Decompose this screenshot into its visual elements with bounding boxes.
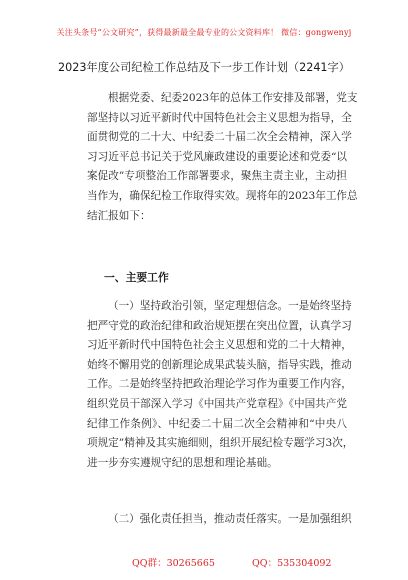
paragraph-line: 根据党委、纪委2023年的总体工作安排及部署，党支 (108, 92, 358, 104)
paragraph-line: 面贯彻党的二十大、中纪委二十届二次全会精神，深入学 (87, 131, 352, 144)
paragraph-line: 工作。二是始终坚持把政治理论学习作为重要工作内容， (87, 378, 352, 391)
work-paragraph-1 (87, 297, 354, 473)
paragraph-line: 纪律工作条例》、中纪委二十届二次全会精神和“中央八 (87, 417, 347, 430)
paragraph-line: 当作为，确保纪检工作取得实效。现将年的2023年工作总 (87, 189, 358, 202)
paragraph-line: （一）坚持政治引领，坚定理想信念。一是始终坚持 (108, 300, 352, 312)
paragraph-line: 始终不懈用党的创新理论成果武装头脑，指导实践，推动 (87, 358, 352, 371)
paragraph-line: 项规定”精神及其实施细则，组织开展纪检专题学习3次， (87, 437, 354, 450)
paragraph-line: 结汇报如下： (87, 209, 151, 222)
paragraph-line: 把严守党的政治纪律和政治规矩摆在突出位置，认真学习 (87, 319, 352, 332)
paragraph-line: 习近平新时代中国特色社会主义思想和党的二十大精神， (87, 339, 352, 352)
paragraph-line: 习习近平总书记关于党风廉政建设的重要论述和党委“以 (87, 150, 347, 163)
work-paragraph-2 (87, 510, 352, 530)
paragraph-line: 部坚持以习近平新时代中国特色社会主义思想为指导，全 (87, 111, 352, 124)
paragraph-line: （二）强化责任担当，推动责任落实。一是加强组织 (108, 513, 352, 525)
paragraph-line: 进一步夯实遵规守纪的思想和理论基础。 (87, 456, 278, 469)
section-heading: 一、主要工作 (104, 271, 169, 284)
page-title: 2023年度公司纪检工作总结及下一步工作计划（2241字） (58, 61, 350, 74)
paragraph-line: 组织党员干部深入学习《中国共产党章程》《中国共产党 (87, 397, 347, 410)
qq-number: QQ：535304092 (252, 558, 332, 569)
paragraph-line: 案促改”专项整治工作部署要求，聚焦主责主业，主动担 (87, 170, 347, 183)
qq-group-number: QQ群：30265665 (132, 558, 215, 569)
intro-paragraph (87, 89, 358, 226)
top-banner: 关注头条号“公文研究”，获得最新最全最专业的公文资料库！ 微信：gongwenyj (56, 28, 352, 37)
